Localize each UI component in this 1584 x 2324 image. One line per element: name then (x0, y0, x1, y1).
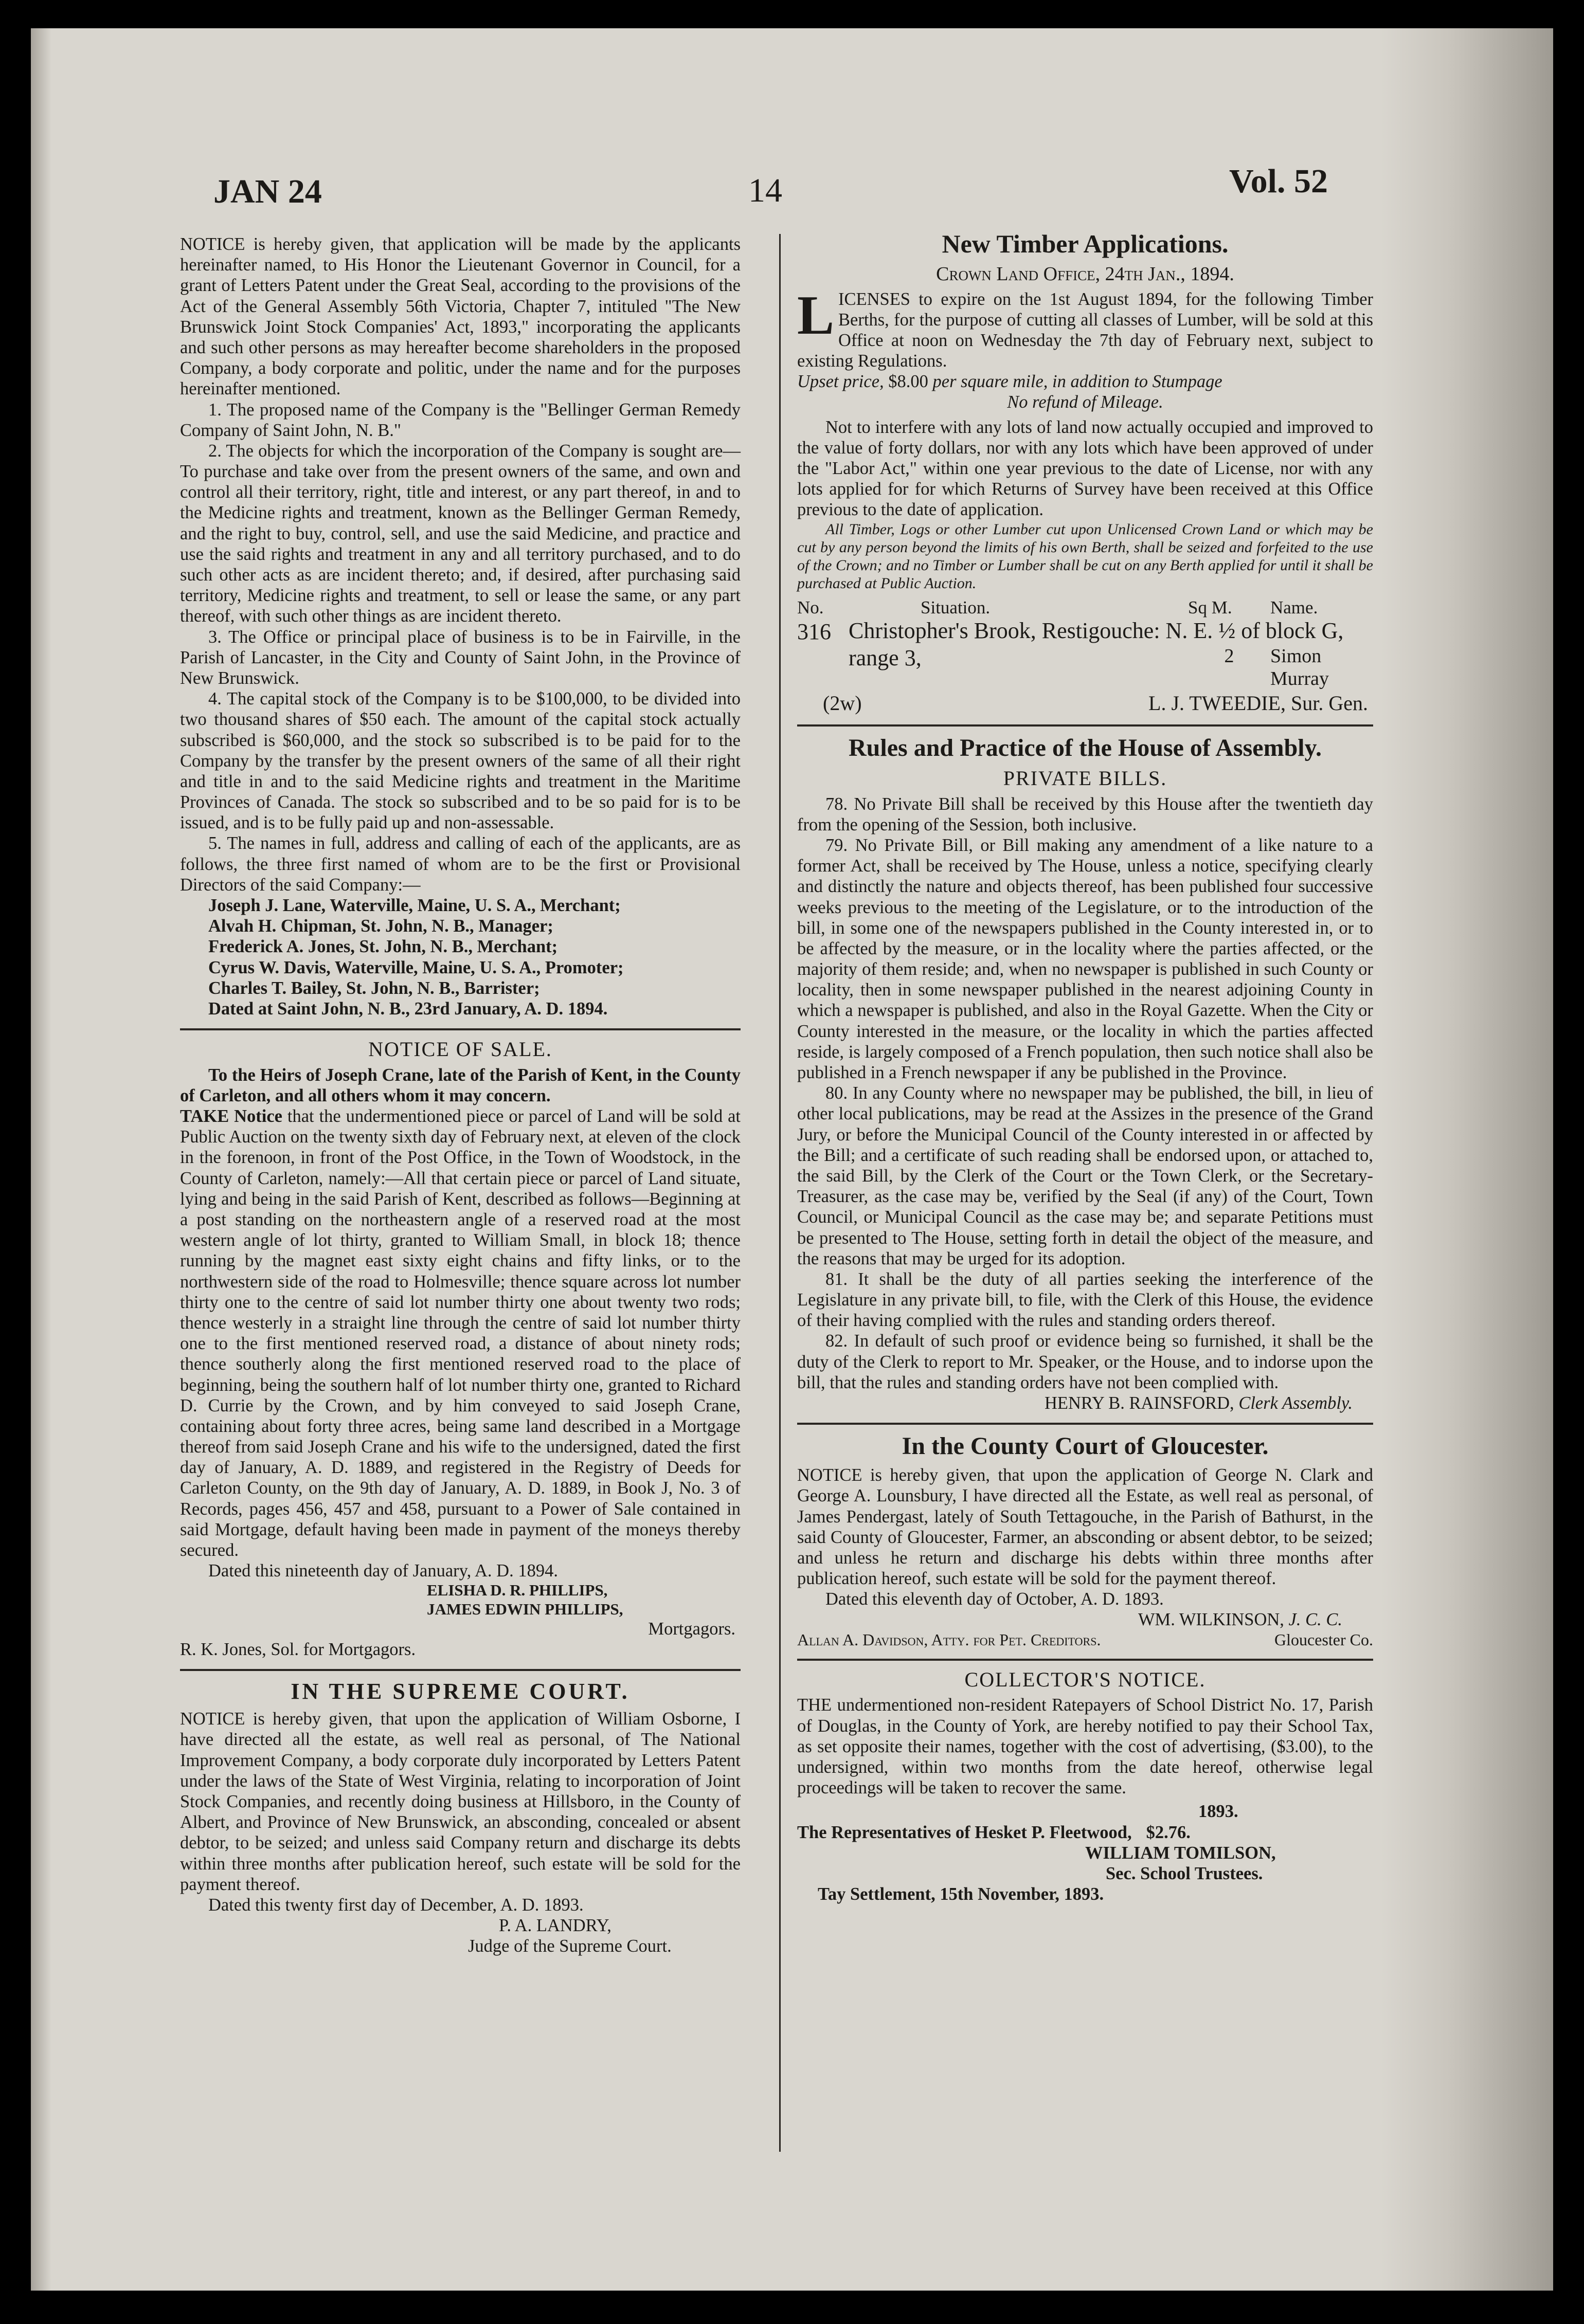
rules-title: Rules and Practice of the House of Assembly. (849, 734, 1322, 762)
applicant-name: Joseph J. Lane, Waterville, Maine, U. S. A., Merchant; (208, 896, 621, 915)
table-header-sqm: Sq M. (1188, 597, 1232, 618)
applicant-name: Alvah H. Chipman, St. John, N. B., Manager; (208, 916, 553, 936)
timber-notice-warning: All Timber, Logs or other Lumber cut upon Unlicensed Crown Land or which may be cut by any person beyond the limits of his own Berth, shall be seized and forfeited to the use of the Crown; and no Timber or Lumber shall be cut on any Berth applied for until it shall be purchased at Public Auction. (797, 520, 1373, 592)
right-column (797, 229, 1373, 1904)
supreme-court-notice: NOTICE is hereby given, that upon the application of William Osborne, I have directed all the estate, as well real as personal, of The National Improvement Company, a body corporate duly incorporated by Letters Patent under the laws of the State of West Virginia, relating to incorporation of Joint Stock Companies, and recently doing business at Hillsboro, in the County of Albert, and Province of New Brunswick, an absconding, concealed or absent debtor, to be seized; and unless said Company return and discharge its debts within three months after publication hereof, such estate will be sold for the payment thereof. (180, 1709, 741, 1894)
table-header-no: No. (797, 597, 824, 618)
section-rule (797, 1659, 1373, 1661)
incorporation-notice-intro: NOTICE is hereby given, that application will be made by the applicants hereinafter named, to His Honor the Lieutenant Governor in Council, for a grant of Letters Patent under the Great Seal, according to the provisions of the Act of the General Assembly 56th Victoria, Chapter 7, intituled "The New Brunswick Joint Stock Companies' Act, 1893," incorporating the applicants and such other persons as may hereafter become shareholders in the proposed Company, a body corporate and politic, under the name and for the purposes hereinafter mentioned. (180, 234, 741, 399)
surveyor-general-signature: L. J. TWEEDIE, Sur. Gen. (1148, 691, 1368, 715)
clerk-signature: HENRY B. RAINSFORD, (1044, 1393, 1239, 1413)
timber-berths-table (797, 597, 1373, 691)
trustee-title: Sec. School Trustees. (1106, 1863, 1263, 1883)
page-edge (1381, 28, 1553, 2291)
sale-notice-title: NOTICE OF SALE. (368, 1038, 552, 1061)
crown-land-office-line: Crown Land Office, 24th Jan., 1894. (936, 263, 1234, 285)
applicant-name: Charles T. Bailey, St. John, N. B., Barrister; (208, 978, 540, 998)
section-rule (180, 1028, 741, 1030)
upset-price-label: Upset price, (797, 372, 889, 392)
notice-dated: Dated at Saint John, N. B., 23rd January, A. D. 1894. (208, 998, 608, 1019)
column-divider (779, 234, 781, 2152)
table-cell-range: range 3, (849, 645, 922, 670)
applicant-name: Frederick A. Jones, St. John, N. B., Merchant; (208, 937, 558, 957)
section-rule (180, 1669, 741, 1671)
incorporation-notice-item: 3. The Office or principal place of business is to be in Fairville, in the Parish of Lancaster, in the City and County of Saint John, in the Province of New Brunswick. (180, 627, 741, 688)
county-court-title: In the County Court of Gloucester. (902, 1432, 1269, 1460)
mortgagors-label: Mortgagors. (648, 1619, 735, 1639)
county-court-dated: Dated this eleventh day of October, A. D. 1893. (825, 1589, 1164, 1609)
judge-wilkinson-title: J. C. C. (1288, 1610, 1342, 1630)
supreme-court-dated: Dated this twenty first day of December, A. D. 1893. (208, 1895, 584, 1915)
upset-price-value: $8.00 (888, 372, 928, 392)
sale-notice-lead: TAKE Notice (180, 1106, 282, 1127)
section-rule (797, 1423, 1373, 1425)
ratepayer-line: The Representatives of Hesket P. Fleetwood, (797, 1822, 1132, 1842)
weeks-note: (2w) (823, 691, 862, 715)
rule-79: 79. No Private Bill, or Bill making any amendment of a like nature to a former Act, shall be received by The House, unless a notice, specifying clearly and distinctly the nature and objects thereof, has been published four successive weeks previous to the meeting of the Legislature, or to the introduction of the bill, in some one of the newspapers published in the County interested in, or to be affected by the measure, or in the locality where the parties affected, or the majority of them reside; and, when no newspaper is published in such County or locality, then in some newspaper published in the nearest adjoining County in which a newspaper is published, and also in the Royal Gazette. When the City or County interested in the measure, or the locality in which the parties affected reside, is largely composed of a French population, then such notice shall also be published in a French newspaper if any be published in the Province. (797, 835, 1373, 1083)
judge-wilkinson-signature: WM. WILKINSON, (1138, 1610, 1289, 1630)
table-header-name: Name. (1270, 597, 1318, 618)
timber-notice-body: ICENSES to expire on the 1st August 1894, for the following Timber Berths, for the purpose of cutting all classes of Lumber, will be sold at this Office at noon on Wednesday the 7th day of February next, subject to existing Regulations. (797, 289, 1373, 371)
trustee-signature: WILLIAM TOMILSON, (1085, 1843, 1276, 1863)
newspaper-page (31, 28, 1553, 2291)
tax-year: 1893. (1198, 1802, 1238, 1822)
mortgagor-signature: JAMES EDWIN PHILLIPS, (427, 1600, 623, 1618)
table-cell-situation: Christopher's Brook, Restigouche: N. E. ½ of block G, (849, 618, 1344, 643)
collector-place-date: Tay Settlement, 15th November, 1893. (818, 1884, 1104, 1904)
sale-notice-dated: Dated this nineteenth day of January, A. D. 1894. (208, 1561, 558, 1581)
attorney-line: Allan A. Davidson, Atty. for Pet. Creditors. (797, 1630, 1101, 1649)
issue-date: JAN 24 (213, 173, 322, 210)
tax-amount: $2.76. (1146, 1822, 1191, 1842)
drop-cap: L (797, 284, 835, 346)
rule-78: 78. No Private Bill shall be received by this House after the twentieth day from the opening of the Session, both inclusive. (797, 794, 1373, 834)
timber-title: New Timber Applications. (942, 229, 1229, 258)
table-header-situation: Situation. (921, 597, 991, 618)
page-number: 14 (748, 172, 782, 209)
private-bills-heading: PRIVATE BILLS. (1003, 767, 1167, 790)
mortgagor-signature: ELISHA D. R. PHILLIPS, (427, 1581, 608, 1600)
supreme-court-title: IN THE SUPREME COURT. (291, 1679, 630, 1704)
table-cell-sqm: 2 (1224, 645, 1234, 667)
rule-81: 81. It shall be the duty of all parties seeking the interference of the Legislature in any private bill, to file, with the Clerk of this House, the evidence of their having complied with the rules and standing orders thereof. (797, 1269, 1373, 1331)
incorporation-notice-item: 2. The objects for which the incorporation of the Company is sought are—To purchase and take over from the present owners of the same, and own and control all their territory, right, title and interest, or any part thereof, in and to the Medicine rights and treatment, known as the Bellinger German Remedy, and the right to buy, control, sell, and use the said Medicine, and practice and use the said rights and treatment in any and all territory purchased, and to do such other acts as are incident thereto; and, if desired, after purchasing said territory, Medicine rights and treatment, to sell or lease the same, or any part thereof, with such other things as are incident thereto. (180, 441, 741, 626)
judge-signature: P. A. LANDRY, (499, 1916, 611, 1936)
timber-notice-conditions: Not to interfere with any lots of land now actually occupied and improved to the value of forty dollars, nor with any lots which have been approved of under the "Labor Act," within one year previous to the date of License, nor with any lots applied for for which Returns of Survey have been received at this Office previous to the date of application. (797, 417, 1373, 520)
sale-notice-body: that the undermentioned piece or parcel of Land will be sold at Public Auction on the twenty sixth day of February next, at eleven of the clock in the forenoon, in front of the Post Office, in the Town of Woodstock, in the County of Carleton, namely:—All that certain piece or parcel of Land situate, lying and being in the said Parish of Kent, described as follows—Beginning at a post standing on the northeastern angle of a reserved road at the most western angle of lot thirty, granted to William Small, in block 18; thence running by the magnet east sixty eight chains and fifty links, or to the northwestern side of the road to Holmesville; thence square across lot number thirty one to the centre of said lot number thirty one about twenty two rods; thence westerly in a straight line through the centre of said lot number thirty one to the first mentioned reserved road, a distance of about ninety rods; thence southerly along the first mentioned reserved road to the place of beginning, being the southern half of lot number thirty one, granted to Richard D. Currie by the Crown, and by him conveyed to said Joseph Crane, containing about forty three acres, being same land described in a Mortgage thereof from said Joseph Crane and his wife to the undersigned, dated the first day of January, A. D. 1889, and registered in the Registry of Deeds for Carleton County, on the 9th day of January, A. D. 1889, in Book J, No. 3 of Records, pages 456, 457 and 458, pursuant to a Power of Sale contained in said Mortgage, default having been made in payment of the moneys thereby secured. (180, 1106, 741, 1560)
judge-title: Judge of the Supreme Court. (468, 1936, 672, 1956)
incorporation-notice-item: 5. The names in full, address and calling of each of the applicants, are as follows, the three first named of whom are to be the first or Provisional Directors of the said Company:— (180, 833, 741, 895)
upset-price-note: per square mile, in addition to Stumpage (928, 372, 1222, 392)
volume-number: Vol. 52 (1229, 162, 1328, 200)
collector-notice-body: THE undermentioned non-resident Ratepayers of School District No. 17, Parish of Douglas, in the County of York, are hereby notified to pay their School Tax, as set opposite their names, together with the cost of advertising, ($3.00), to the undersigned, within two months from the date hereof, otherwise legal proceedings will be taken to recover the same. (797, 1695, 1373, 1798)
table-cell-no: 316 (797, 619, 831, 644)
page-shadow (31, 28, 51, 2291)
sale-notice-addressee: To the Heirs of Joseph Crane, late of the Parish of Kent, in the County of Carleton, and all others whom it may concern. (180, 1065, 741, 1105)
collector-notice-title: COLLECTOR'S NOTICE. (964, 1667, 1206, 1691)
applicant-name: Cyrus W. Davis, Waterville, Maine, U. S. A., Promoter; (208, 957, 624, 977)
clerk-title: Clerk Assembly. (1238, 1393, 1353, 1413)
incorporation-notice-item: 1. The proposed name of the Company is the "Bellinger German Remedy Company of Saint John, N. B." (180, 400, 741, 440)
county-court-notice: NOTICE is hereby given, that upon the application of George N. Clark and George A. Lounsbury, I have directed all the Estate, as well real as personal, of James Pendergast, lately of South Tettagouche, in the Parish of Bathurst, in the said County of Gloucester, Farmer, an absconding or absent debtor, to be seized; and unless he return and discharge his debts within three months after publication hereof, such estate will be sold for the payment thereof. (797, 1465, 1373, 1589)
incorporation-notice-item: 4. The capital stock of the Company is to be $100,000, to be divided into two thousand shares of $50 each. The amount of the capital stock actually subscribed is $60,000, and the stock so subscribed is to be paid for to the Company by the transfer by the present owners of the same of all their right and title in and to the said Medicine rights and treatment in the Maritime Provinces of Canada. The stock so subscribed and to be so paid for is to be issued, and is to be fully paid up and non-assessable. (180, 689, 741, 833)
left-column (180, 234, 741, 1957)
rule-80: 80. In any County where no newspaper may be published, the bill, in lieu of other local publications, may be read at the Assizes in the presence of the Grand Jury, or before the Municipal Council of the County interested in or affected by the Bill; and a certificate of such reading shall be endorsed upon, or attached to, the said Bill, by the Clerk of the Court or the Town Clerk, or the Secretary-Treasurer, as the case may be, verified by the Seal (if any) of the Court, Town Council, or Municipal Council as the case may be; and separate Petitions must be presented to The House, setting forth in detail the object of the measure, and the reasons that may be urged for its adoption. (797, 1083, 1373, 1268)
section-rule (797, 724, 1373, 727)
county-place: Gloucester Co. (1274, 1630, 1373, 1649)
mileage-note: No refund of Mileage. (1007, 392, 1163, 412)
table-cell-name: Simon Murray (1270, 645, 1329, 690)
rule-82: 82. In default of such proof or evidence being so furnished, it shall be the duty of the Clerk to report to Mr. Speaker, or the House, and to indorse upon the bill, that the rules and standing orders have not been complied with. (797, 1331, 1373, 1392)
solicitor-line: R. K. Jones, Sol. for Mortgagors. (180, 1639, 416, 1659)
